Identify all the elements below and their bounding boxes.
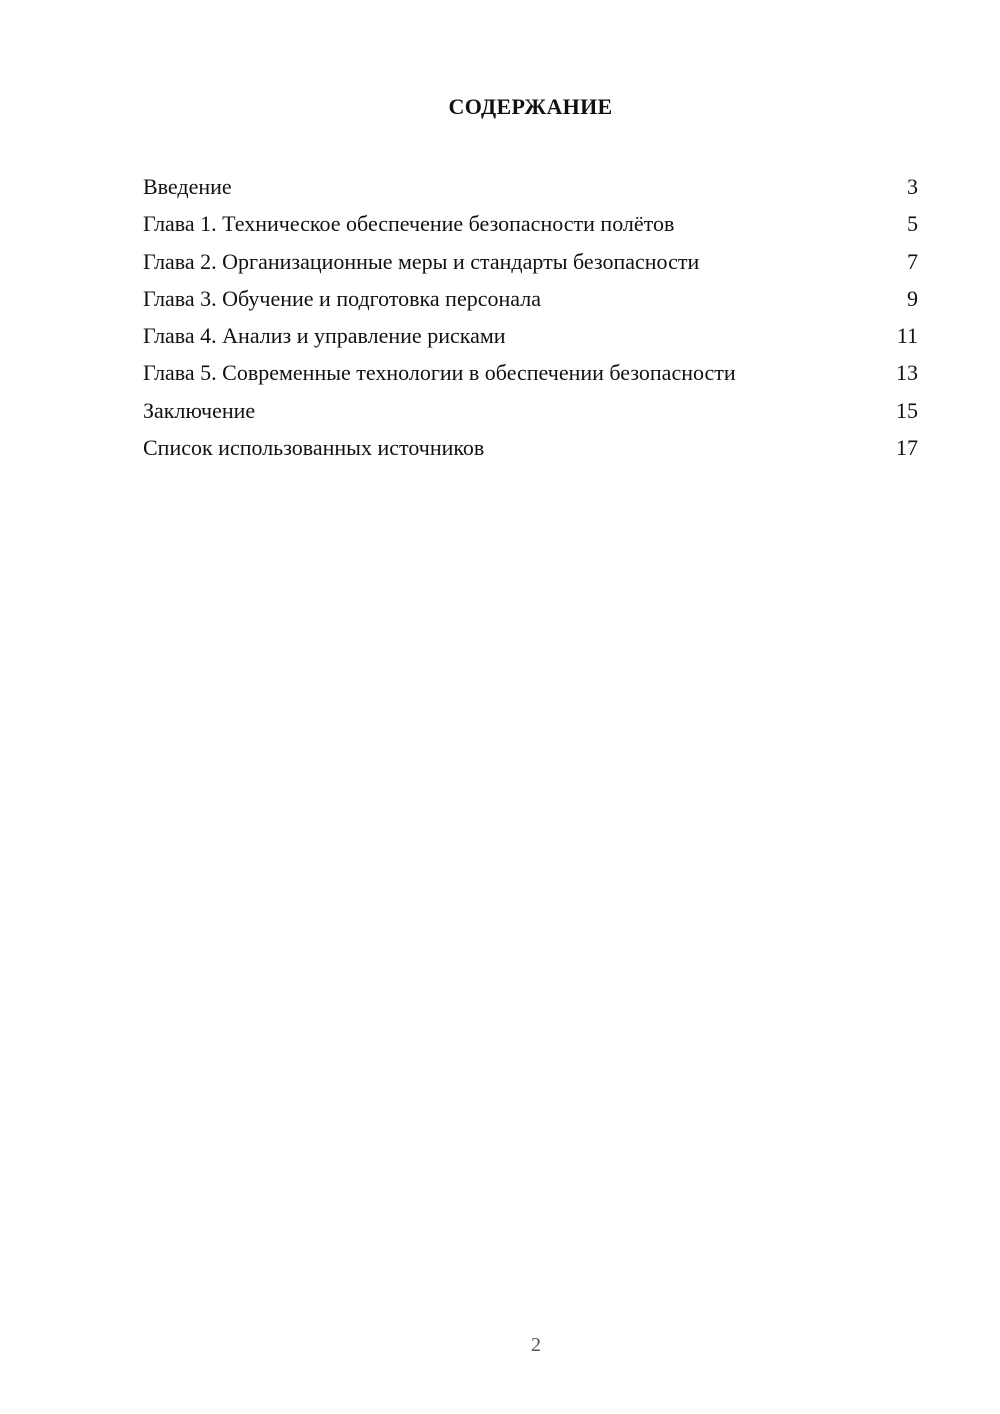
toc-entry-label: Список использованных источников [143, 435, 485, 461]
toc-entry-label: Глава 4. Анализ и управление рисками [143, 323, 506, 349]
toc-entry-chapter-1 [143, 205, 918, 242]
toc-entry-label: Глава 2. Организационные меры и стандарты безопасности [143, 248, 700, 274]
toc-entry-page: 11 [896, 323, 918, 349]
toc-entry-page: 5 [907, 211, 918, 237]
toc-entry-label: Заключение [143, 397, 256, 423]
toc-entry-label: Глава 5. Современные технологии в обеспечении безопасности [143, 360, 736, 386]
page-number: 2 [531, 1334, 541, 1356]
toc-entry-conclusion [143, 392, 918, 429]
toc-entry-chapter-3 [143, 280, 918, 317]
toc-title: СОДЕРЖАНИЕ [448, 94, 613, 119]
toc-entry-label: Введение [143, 174, 232, 199]
toc-entry-page: 13 [896, 360, 918, 386]
toc-entry-label: Глава 1. Техническое обеспечение безопасности полётов [143, 211, 675, 237]
toc-entry-chapter-5 [143, 354, 918, 391]
toc-entry-page: 3 [907, 174, 918, 199]
toc-entry-chapter-4 [143, 317, 918, 354]
toc-entry-page: 9 [907, 285, 918, 311]
toc-entry-page: 7 [907, 248, 918, 274]
toc-entry-introduction [143, 168, 918, 205]
toc-entry-chapter-2 [143, 243, 918, 280]
table-of-contents [143, 168, 918, 466]
toc-entry-page: 17 [896, 435, 918, 461]
toc-entry-page: 15 [896, 397, 918, 423]
toc-entry-references [143, 429, 918, 466]
toc-entry-label: Глава 3. Обучение и подготовка персонала [143, 285, 541, 311]
